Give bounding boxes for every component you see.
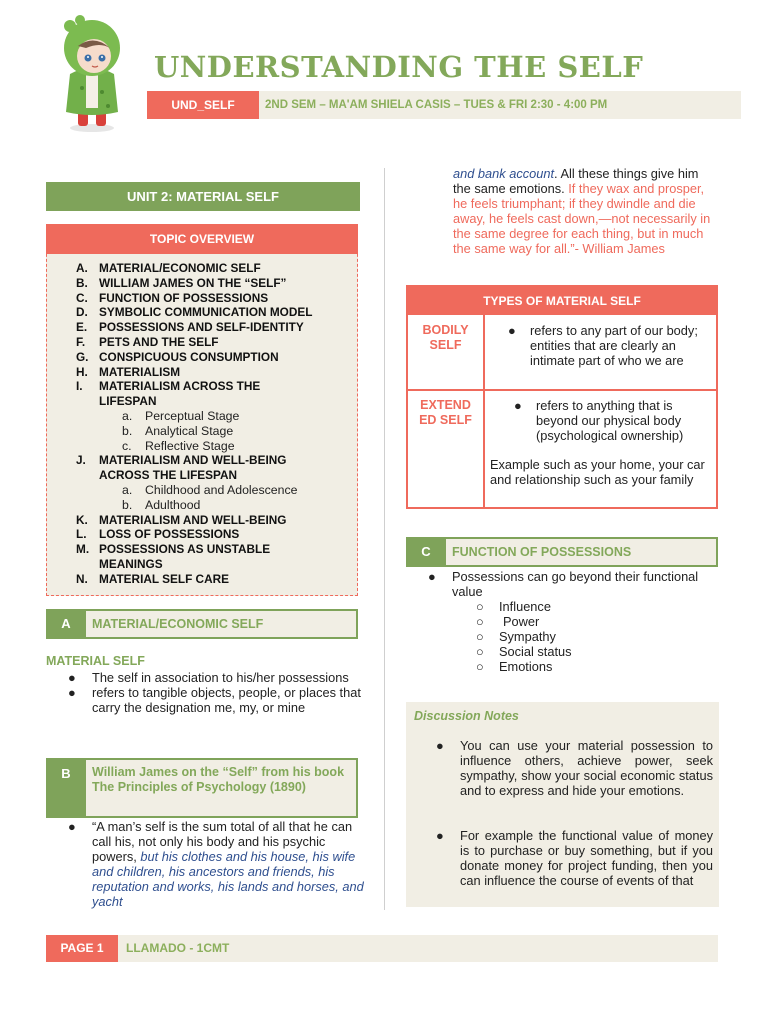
- column-divider: [384, 168, 385, 910]
- types-table-heading: TYPES OF MATERIAL SELF: [408, 287, 716, 315]
- section-c-letter: C: [406, 537, 446, 567]
- topic-item: A. MATERIAL/ECONOMIC SELF: [76, 261, 261, 275]
- bullet-icon: ●: [436, 738, 444, 753]
- topic-item: G. CONSPICUOUS CONSUMPTION: [76, 349, 279, 364]
- extended-self-description: refers to anything that is beyond our physical body (psychological ownership): [536, 398, 684, 443]
- section-c-bullets: [406, 569, 706, 674]
- material-self-subheading: MATERIAL SELF: [46, 654, 145, 668]
- topic-item: B. WILLIAM JAMES ON THE “SELF”: [76, 275, 287, 290]
- section-a-letter: A: [46, 609, 86, 639]
- topic-item: C. FUNCTION OF POSSESSIONS: [76, 290, 269, 305]
- list-item: ○ Social status: [476, 644, 572, 659]
- list-item: ● The self in association to his/her possessions: [68, 670, 349, 685]
- list-item: ○ Emotions: [476, 659, 553, 674]
- extended-self-example: Example such as your home, your car and relationship such as your family: [490, 457, 705, 487]
- section-a-title: MATERIAL/ECONOMIC SELF: [92, 617, 264, 631]
- topic-item: H. MATERIALISM: [76, 364, 181, 379]
- topic-item: J. MATERIALISM AND WELL-BEING ACROSS THE LIFESPAN: [76, 453, 287, 483]
- discussion-paragraph: You can use your material possession to influence others, achieve power, seek sympathy, show your social economic status and to express and hide your emotions.: [460, 738, 713, 798]
- bodily-self-label: BODILY SELF: [422, 323, 469, 352]
- unit-title: UNIT 2: MATERIAL SELF: [46, 182, 360, 211]
- topic-subitem: b. Analytical Stage: [122, 423, 234, 438]
- list-item: ● Possessions can go beyond their functional value: [428, 569, 699, 599]
- topic-overview-heading: TOPIC OVERVIEW: [46, 224, 358, 254]
- course-schedule: 2ND SEM – MA'AM SHIELA CASIS – TUES & FRI 2:30 - 4:00 PM: [265, 99, 608, 111]
- topic-subitem: a. Childhood and Adolescence: [122, 482, 298, 497]
- bullet-icon: ●: [436, 828, 444, 843]
- quote-continuation: and bank account. All these things give him the same emotions. If they wax and prosper, he feels triumphant; if they dwindle and die away, he feels cast down,—not necessarily in the same degree for each thing, but in much the same way for all.”- William James: [453, 166, 711, 256]
- topic-item: D. SYMBOLIC COMMUNICATION MODEL: [76, 305, 313, 320]
- mascot-illustration: [56, 12, 128, 134]
- course-code: UND_SELF: [147, 91, 259, 119]
- author-name: LLAMADO - 1CMT: [126, 941, 230, 955]
- section-b-letter: B: [46, 758, 86, 818]
- bullet-icon: ●: [514, 398, 522, 413]
- section-b-title: William James on the “Self” from his book The Principles of Psychology (1890): [92, 765, 345, 794]
- page-number: PAGE 1: [46, 935, 118, 962]
- list-item: ● “A man’s self is the sum total of all that he can call his, not only his body and his psychic powers, but his clothes and his house, his wife and children, his ancestors and friends, his reputation and works, his lands and horses, and yacht: [68, 819, 364, 909]
- bullet-icon: ●: [508, 323, 516, 338]
- section-c-title: FUNCTION OF POSSESSIONS: [452, 545, 632, 559]
- topic-list: [76, 261, 356, 587]
- topic-item: E. POSSESSIONS AND SELF-IDENTITY: [76, 320, 304, 335]
- list-item: ○ Power: [476, 614, 540, 629]
- topic-item: F. PETS AND THE SELF: [76, 334, 219, 349]
- topic-subitem: b. Adulthood: [122, 497, 201, 512]
- section-a-bullets: [46, 670, 364, 715]
- document-title: UNDERSTANDING THE SELF: [154, 50, 644, 84]
- topic-subitem: a. Perceptual Stage: [122, 408, 240, 423]
- discussion-paragraph: For example the functional value of money is to purchase or buy something, but if you donate money for project funding, then you can influence the course of events of that: [460, 828, 713, 888]
- topic-item: I. MATERIALISM ACROSS THE LIFESPAN: [76, 379, 261, 409]
- topic-item: K. MATERIALISM AND WELL-BEING: [76, 512, 287, 527]
- bodily-self-description: refers to any part of our body; entities that are clearly an intimate part of who we are: [530, 323, 698, 368]
- table-divider: [483, 315, 485, 509]
- topic-item: M. POSSESSIONS AS UNSTABLE MEANINGS: [76, 542, 271, 571]
- table-divider: [408, 389, 716, 391]
- discussion-notes-title: Discussion Notes: [414, 709, 519, 723]
- list-item: ○ Sympathy: [476, 629, 556, 644]
- topic-subitem: c. Reflective Stage: [122, 438, 235, 453]
- list-item: ○ Influence: [476, 599, 551, 614]
- section-b-quote: [46, 819, 364, 909]
- list-item: ● refers to tangible objects, people, or places that carry the designation me, my, or mine: [68, 685, 361, 715]
- topic-item: L. LOSS OF POSSESSIONS: [76, 527, 240, 542]
- types-of-material-self-table: [406, 285, 718, 509]
- extended-self-label: EXTENDED SELF: [419, 398, 472, 427]
- topic-item: N. MATERIAL SELF CARE: [76, 571, 229, 586]
